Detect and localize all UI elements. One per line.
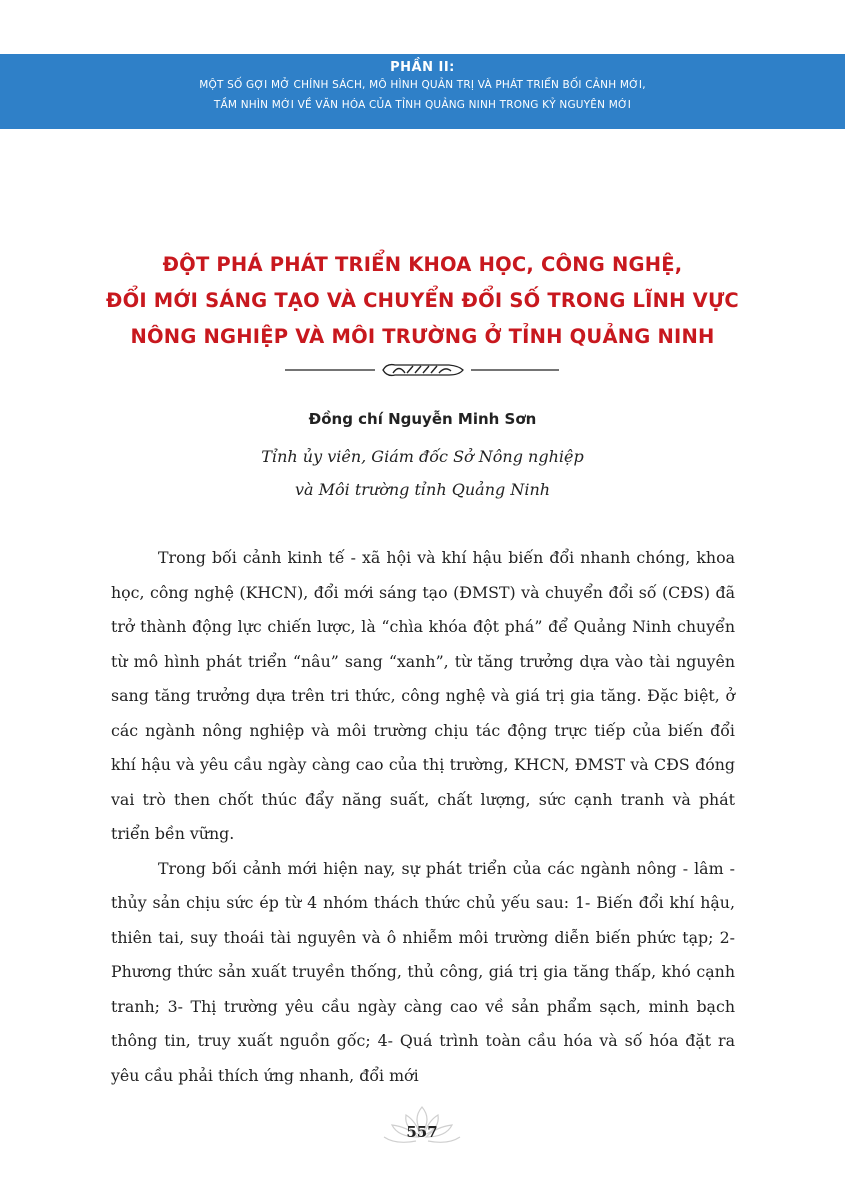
body-paragraph-1: Trong bối cảnh kinh tế - xã hội và khí hậu biến đổi nhanh chóng, khoa học, công nghệ (KHCN), đổi mới sáng tạo (ĐMST) và chuyển đổi số (CĐS) đã trở thành động lực chiến lược, là “chìa khóa đột phá” để Quảng Ninh chuyển từ mô hình phát triển “nâu” sang “xanh”, từ tăng trưởng dựa vào tài nguyên sang tăng trưởng dựa trên tri thức, công nghệ và giá trị gia tăng. Đặc biệt, ở các ngành nông nghiệp và môi trường chịu tác động trực tiếp của biến đổi khí hậu và yêu cầu ngày càng cao của thị trường, KHCN, ĐMST và CĐS đóng vai trò then chốt thúc đẩy năng suất, chất lượng, sức cạnh tranh và phát triển bền vững. [111, 548, 735, 843]
author-name: Đồng chí Nguyễn Minh Sơn [308, 410, 537, 428]
section-header-band [0, 54, 845, 129]
page-number: 557 [406, 1123, 438, 1141]
article-title-line-2: ĐỔI MỚI SÁNG TẠO VÀ CHUYỂN ĐỔI SỐ TRONG LĨNH VỰC [106, 289, 739, 312]
article-title-line-3: NÔNG NGHIỆP VÀ MÔI TRƯỜNG Ở TỈNH QUẢNG NINH [130, 325, 715, 348]
part-label: PHẦN II: [390, 60, 455, 75]
article-title-line-1: ĐỘT PHÁ PHÁT TRIỂN KHOA HỌC, CÔNG NGHỆ, [162, 253, 683, 276]
title-divider-ornament-icon [283, 362, 563, 378]
author-role [0, 440, 845, 506]
part-subtitle-line-1: MỘT SỐ GỢI MỞ CHÍNH SÁCH, MÔ HÌNH QUẢN TRỊ VÀ PHÁT TRIỂN BỐI CẢNH MỚI, [199, 79, 646, 91]
article-title [0, 247, 845, 355]
author-role-line-1: Tỉnh ủy viên, Giám đốc Sở Nông nghiệp [261, 447, 584, 466]
author-role-line-2: và Môi trường tỉnh Quảng Ninh [294, 480, 551, 499]
body-paragraph-2: Trong bối cảnh mới hiện nay, sự phát triển của các ngành nông - lâm - thủy sản chịu sức ép từ 4 nhóm thách thức chủ yếu sau: 1- Biến đổi khí hậu, thiên tai, suy thoái tài nguyên và ô nhiễm môi trường diễn biến phức tạp; 2- Phương thức sản xuất truyền thống, thủ công, giá trị gia tăng thấp, khó cạnh tranh; 3- Thị trường yêu cầu ngày càng cao về sản phẩm sạch, minh bạch thông tin, truy xuất nguồn gốc; 4- Quá trình toàn cầu hóa và số hóa đặt ra yêu cầu phải thích ứng nhanh, đổi mới [111, 858, 735, 1085]
part-subtitle-line-2: TẦM NHÌN MỚI VỀ VĂN HÓA CỦA TỈNH QUẢNG NINH TRONG KỶ NGUYÊN MỚI [213, 99, 632, 111]
article-body [111, 541, 735, 1093]
page-number-ornament [382, 1103, 462, 1155]
